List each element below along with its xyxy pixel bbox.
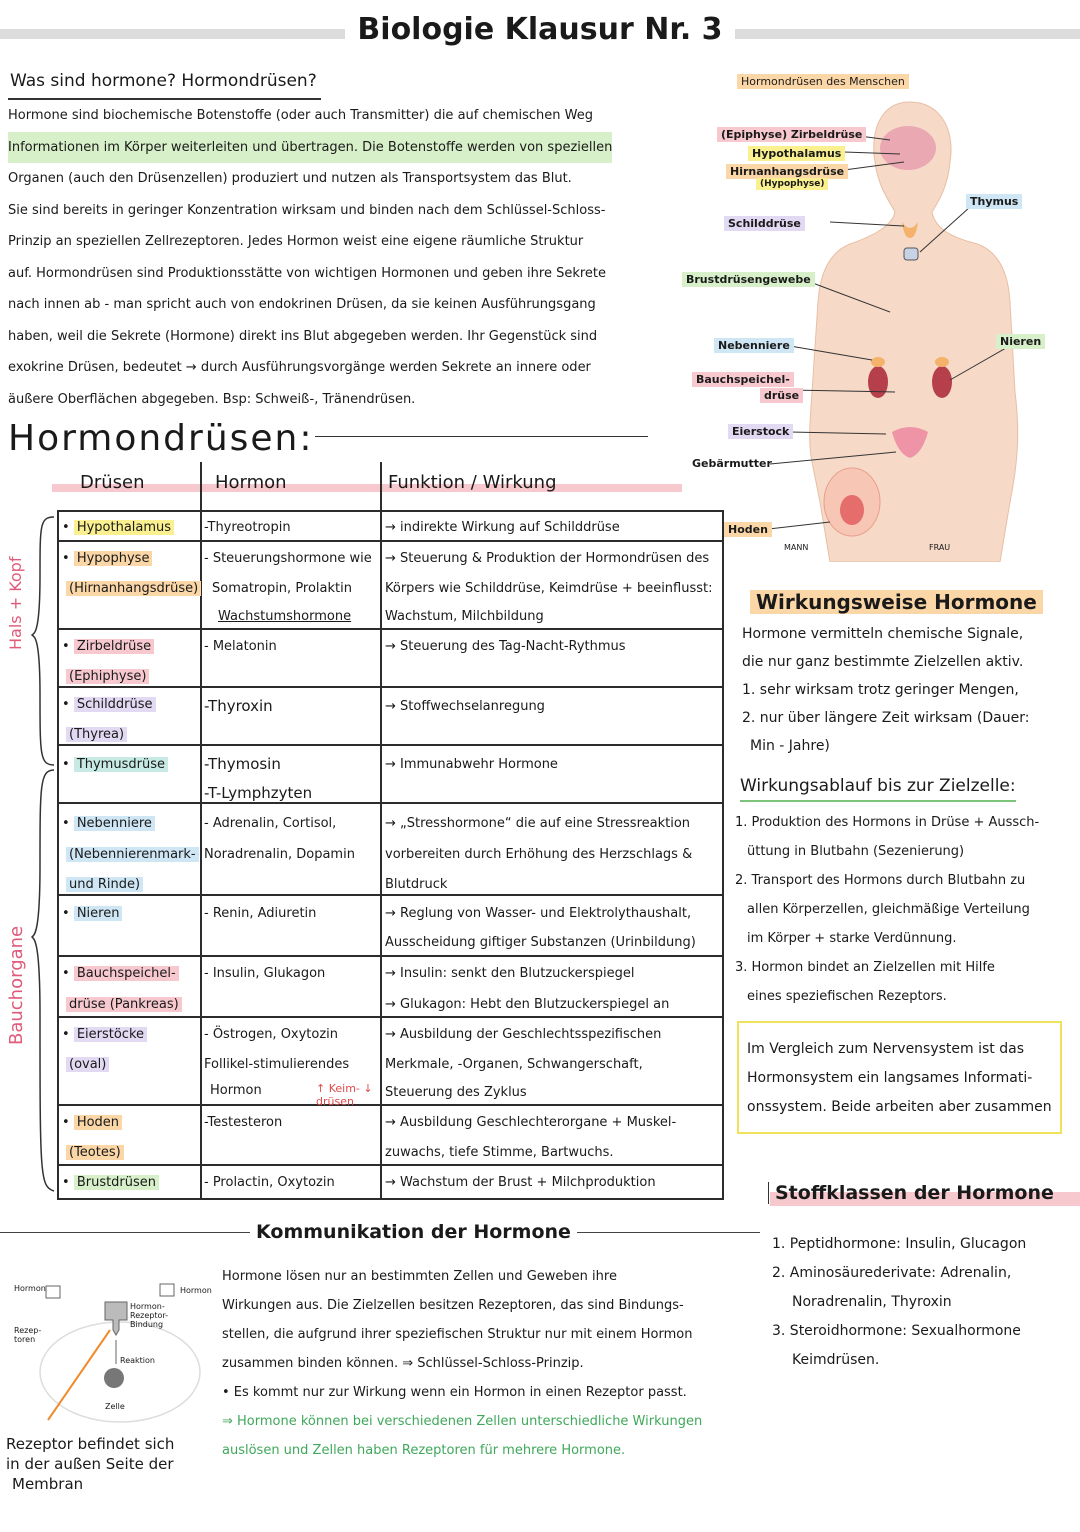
table-cell-druese: • Thymusdrüse bbox=[62, 756, 168, 773]
group-brackets bbox=[30, 515, 60, 1195]
side-label-bauchorgane: Bauchorgane bbox=[6, 925, 27, 1045]
diagram-label-druese: drüse bbox=[760, 388, 803, 403]
stoffklassen-heading: Stoffklassen der Hormone bbox=[768, 1182, 1060, 1204]
table-cell-druese: • Hypothalamus bbox=[62, 519, 174, 536]
diagram-label-schilddruese: Schilddrüse bbox=[724, 216, 805, 231]
wirkungsablauf-text bbox=[735, 808, 1070, 1011]
table-cell-funktion: → Steuerung des Tag-Nacht-Rythmus bbox=[385, 639, 626, 654]
receptor-label-hormon-left: Hormon bbox=[14, 1284, 46, 1293]
table-row-divider bbox=[57, 802, 723, 804]
table-cell-funktion: → Immunabwehr Hormone bbox=[385, 757, 558, 772]
kommunikation-text bbox=[222, 1262, 767, 1465]
table-cell-hormon: -Thyroxin bbox=[204, 697, 273, 715]
table-cell-funktion: zuwachs, tiefe Stimme, Bartwuchs. bbox=[385, 1145, 614, 1160]
intro-text bbox=[8, 100, 648, 415]
receptor-note-line: Membran bbox=[12, 1475, 84, 1493]
intro-line: exokrine Drüsen, bedeutet → durch Ausführungsvorgänge werden Sekrete an innere oder bbox=[8, 360, 591, 375]
kommunikation-line: stellen, die aufgrund ihrer speziefischen Struktur nur mit einem Hormon bbox=[222, 1327, 693, 1342]
hormone-glands-diagram bbox=[680, 62, 1060, 562]
table-cell-funktion: Steuerung des Zyklus bbox=[385, 1085, 527, 1100]
intro-line: Informationen im Körper weiterleiten und übertragen. Die Botenstoffe werden von speziellen bbox=[8, 132, 612, 164]
table-cell-druese: • Hypophyse bbox=[62, 550, 152, 567]
table-header-highlight bbox=[52, 484, 682, 492]
table-row-divider bbox=[57, 1104, 723, 1106]
table-cell-hormon: - Melatonin bbox=[204, 639, 277, 654]
table-cell-druese: • Eierstöcke bbox=[62, 1026, 147, 1043]
wirkungsweise-line: 1. sehr wirksam trotz geringer Mengen, bbox=[742, 682, 1019, 698]
diagram-label-hypothalamus: Hypothalamus bbox=[748, 146, 845, 161]
stoffklassen-line: 3. Steroidhormone: Sexualhormone bbox=[772, 1323, 1021, 1339]
wirkungsweise-heading: Wirkungsweise Hormone bbox=[750, 590, 1043, 614]
receptor-note-line: in der außen Seite der bbox=[6, 1455, 174, 1473]
intro-line: Prinzip an speziellen Zellrezeptoren. Jedes Hormon weist eine eigene räumliche Struktur bbox=[8, 234, 584, 249]
intro-line: Sie sind bereits in geringer Konzentration wirksam und binden nach dem Schlüssel-Schloss- bbox=[8, 202, 606, 218]
table-row-divider bbox=[57, 628, 723, 630]
kommunikation-heading: Kommunikation der Hormone bbox=[250, 1221, 577, 1243]
table-header-druesen: Drüsen bbox=[80, 472, 145, 493]
table-cell-hormon: - Prolactin, Oxytozin bbox=[204, 1175, 335, 1190]
table-header-funktion: Funktion / Wirkung bbox=[388, 472, 557, 493]
table-cell-funktion: vorbereiten durch Erhöhung des Herzschlags & bbox=[385, 847, 693, 862]
table-cell-funktion: → Insulin: senkt den Blutzuckerspiegel bbox=[385, 966, 635, 981]
table-row-divider bbox=[57, 1164, 723, 1166]
table-cell-hormon: Somatropin, Prolaktin bbox=[212, 581, 352, 596]
table-row-divider bbox=[57, 955, 723, 957]
wirkungsablauf-line: allen Körperzellen, gleichmäßige Verteilung bbox=[747, 902, 1030, 917]
table-divider bbox=[722, 510, 724, 1200]
receptor-label-rezeptoren: Rezep-toren bbox=[14, 1326, 42, 1344]
table-cell-funktion: Ausscheidung giftiger Substanzen (Urinbildung) bbox=[385, 935, 696, 950]
table-cell-druese: • Nieren bbox=[62, 905, 122, 922]
diagram-label-bauchspeichel: Bauchspeichel- bbox=[692, 372, 794, 387]
intro-question: Was sind hormone? Hormondrüsen? bbox=[8, 66, 321, 100]
table-divider bbox=[380, 462, 382, 1200]
stoffklassen-line: 2. Aminosäurederivate: Adrenalin, bbox=[772, 1265, 1012, 1281]
page-title: Biologie Klausur Nr. 3 bbox=[345, 12, 735, 47]
table-cell-druese: • Schilddrüse bbox=[62, 696, 156, 713]
table-cell-druese: • Hoden bbox=[62, 1114, 122, 1131]
side-label-hals-kopf: Hals + Kopf bbox=[6, 556, 25, 650]
table-cell-hormon: -Thymosin bbox=[204, 755, 281, 773]
vergleich-line: Im Vergleich zum Nervensystem ist das bbox=[747, 1041, 1024, 1057]
kommunikation-line: • Es kommt nur zur Wirkung wenn ein Hormon in einen Rezeptor passt. bbox=[222, 1385, 687, 1400]
table-cell-druese: (Teotes) bbox=[66, 1144, 124, 1161]
table-cell-hormon: - Steuerungshormone wie bbox=[204, 551, 372, 566]
kommunikation-line: Wirkungen aus. Die Zielzellen besitzen Rezeptoren, das sind Bindungs- bbox=[222, 1298, 684, 1313]
wirkungsablauf-line: 3. Hormon bindet an Zielzellen mit Hilfe bbox=[735, 960, 995, 975]
table-cell-funktion: → Wachstum der Brust + Milchproduktion bbox=[385, 1175, 656, 1190]
intro-line: Organen (auch den Drüsenzellen) produziert und nutzen als Transportsystem das Blut. bbox=[8, 171, 572, 186]
table-cell-funktion: Körpers wie Schilddrüse, Keimdrüse + beeinflusst: bbox=[385, 581, 713, 596]
table-row-divider bbox=[57, 894, 723, 896]
receptor-label-bindung: Hormon-Rezeptor-Bindung bbox=[130, 1302, 169, 1329]
table-cell-funktion: → Reglung von Wasser- und Elektrolythaushalt, bbox=[385, 906, 692, 921]
kommunikation-line: Hormone lösen nur an bestimmten Zellen und Geweben ihre bbox=[222, 1269, 617, 1284]
wirkungsweise-line: Hormone vermitteln chemische Signale, bbox=[742, 626, 1024, 642]
diagram-label-nieren: Nieren bbox=[996, 334, 1045, 349]
wirkungsweise-line: Min - Jahre) bbox=[750, 738, 830, 754]
table-cell-funktion: → indirekte Wirkung auf Schilddrüse bbox=[385, 520, 620, 535]
receptor-note bbox=[6, 1434, 174, 1494]
table-divider bbox=[200, 462, 202, 1200]
kommunikation-line: ⇒ Hormone können bei verschiedenen Zellen unterschiedliche Wirkungen bbox=[222, 1414, 703, 1429]
wirkungsablauf-heading: Wirkungsablauf bis zur Zielzelle: bbox=[740, 772, 1016, 802]
table-cell-funktion: Merkmale, -Organen, Schwangerschaft, bbox=[385, 1057, 643, 1072]
table-cell-hormon: - Östrogen, Oxytozin bbox=[204, 1027, 339, 1042]
receptor-note-line: Rezeptor befindet sich bbox=[6, 1435, 175, 1453]
wirkungsablauf-line: 1. Produktion des Hormons in Drüse + Aussch- bbox=[735, 815, 1040, 830]
table-cell-druese: (oval) bbox=[66, 1056, 109, 1073]
vergleich-line: onssystem. Beide arbeiten aber zusammen bbox=[747, 1099, 1052, 1115]
table-cell-druese: (Thyrea) bbox=[66, 726, 127, 743]
receptor-label-hormon-right: Hormon bbox=[180, 1286, 212, 1295]
intro-line: auf. Hormondrüsen sind Produktionsstätte von wichtigen Hormonen und geben ihre Sekrete bbox=[8, 265, 607, 281]
table-cell-hormon: -Testesteron bbox=[204, 1115, 283, 1130]
table-cell-funktion: → Steuerung & Produktion der Hormondrüsen des bbox=[385, 551, 710, 566]
table-cell-druese: und Rinde) bbox=[66, 876, 143, 893]
table-cell-druese: • Nebenniere bbox=[62, 815, 155, 832]
keimdruesen-note: ↑ Keim- ↓ drüsen bbox=[316, 1082, 373, 1108]
table-cell-hormon: -T-Lymphzyten bbox=[204, 784, 313, 802]
receptor-label-reaktion: Reaktion bbox=[120, 1356, 155, 1365]
wirkungsablauf-line: 2. Transport des Hormons durch Blutbahn zu bbox=[735, 873, 1026, 888]
section-heading-hormondruesen: Hormondrüsen: bbox=[8, 418, 314, 459]
diagram-label-nebenniere: Nebenniere bbox=[714, 338, 794, 353]
kommunikation-line: auslösen und Zellen haben Rezeptoren für mehrere Hormone. bbox=[222, 1443, 626, 1458]
kommunikation-line: zusammen binden können. ⇒ Schlüssel-Schloss-Prinzip. bbox=[222, 1356, 584, 1371]
intro-line: haben, weil die Sekrete (Hormone) direkt ins Blut abgegeben werden. Ihr Gegenstück sind bbox=[8, 328, 598, 344]
table-cell-druese: (Ephiphyse) bbox=[66, 668, 149, 685]
table-cell-funktion: → Ausbildung Geschlechterorgane + Muskel- bbox=[385, 1115, 677, 1130]
table-row-divider bbox=[57, 510, 723, 512]
table-cell-hormon: Wachstumshormone bbox=[218, 609, 352, 624]
vergleich-line: Hormonsystem ein langsames Informati- bbox=[747, 1070, 1033, 1086]
vergleich-box bbox=[737, 1021, 1062, 1134]
intro-line: nach innen ab - man spricht auch von endokrinen Drüsen, da sie keinen Ausführungsgang bbox=[8, 297, 596, 312]
table-cell-funktion: Wachstum, Milchbildung bbox=[385, 609, 544, 624]
stoffklassen-line: Keimdrüsen. bbox=[792, 1352, 880, 1368]
table-cell-funktion: → Glukagon: Hebt den Blutzuckerspiegel an bbox=[385, 997, 670, 1012]
table-header-hormon: Hormon bbox=[215, 472, 287, 493]
diagram-label-eierstock: Eierstock bbox=[728, 424, 793, 439]
receptor-label-zelle: Zelle bbox=[105, 1402, 125, 1411]
stoffklassen-line: Noradrenalin, Thyroxin bbox=[792, 1294, 952, 1310]
table-cell-druese: • Brustdrüsen bbox=[62, 1174, 159, 1191]
diagram-label-frau: FRAU bbox=[929, 543, 951, 552]
diagram-label-zirbeldruese: (Epiphyse) Zirbeldrüse bbox=[717, 127, 866, 142]
table-cell-funktion: Blutdruck bbox=[385, 877, 448, 892]
table-row-divider bbox=[57, 1198, 723, 1200]
heading-rule bbox=[315, 436, 648, 437]
diagram-label-hypophyse: (Hypophyse) bbox=[756, 178, 828, 190]
table-cell-funktion: → Stoffwechselanregung bbox=[385, 699, 545, 714]
table-cell-funktion: → „Stresshormone“ die auf eine Stressreaktion bbox=[385, 816, 691, 831]
table-cell-druese: drüse (Pankreas) bbox=[66, 996, 182, 1013]
table-row-divider bbox=[57, 686, 723, 688]
table-cell-druese: (Hirnanhangsdrüse) bbox=[66, 580, 201, 597]
diagram-label-hirnanhangsdruese: Hirnanhangsdrüse bbox=[726, 164, 848, 179]
wirkungsablauf-line: eines speziefischen Rezeptors. bbox=[747, 989, 947, 1004]
wirkungsablauf-line: üttung in Blutbahn (Sezenierung) bbox=[747, 844, 965, 859]
table-cell-hormon: - Insulin, Glukagon bbox=[204, 966, 326, 981]
diagram-label-brustdruesengewebe: Brustdrüsengewebe bbox=[682, 272, 815, 287]
table-cell-hormon: Hormon bbox=[210, 1083, 262, 1098]
table-cell-hormon: -Thyreotropin bbox=[204, 520, 291, 535]
table-row-divider bbox=[57, 540, 723, 542]
intro-line: äußere Oberflächen abgegeben. Bsp: Schweiß-, Tränendrüsen. bbox=[8, 391, 416, 407]
diagram-label-mann: MANN bbox=[784, 543, 809, 552]
intro-line: Hormone sind biochemische Botenstoffe (oder auch Transmitter) die auf chemischen Weg bbox=[8, 108, 594, 123]
table-cell-hormon: Follikel-stimulierendes bbox=[204, 1057, 350, 1072]
diagram-label-hoden: Hoden bbox=[724, 522, 772, 537]
table-cell-funktion: → Ausbildung der Geschlechtsspezifischen bbox=[385, 1027, 662, 1042]
table-cell-hormon: - Renin, Adiuretin bbox=[204, 906, 317, 921]
table-cell-druese: • Zirbeldrüse bbox=[62, 638, 154, 655]
wirkungsweise-line: 2. nur über längere Zeit wirksam (Dauer: bbox=[742, 710, 1030, 726]
wirkungsablauf-line: im Körper + starke Verdünnung. bbox=[747, 931, 957, 946]
diagram-title: Hormondrüsen des Menschen bbox=[737, 74, 909, 89]
table-cell-hormon: - Adrenalin, Cortisol, bbox=[204, 816, 337, 831]
table-cell-druese: • Bauchspeichel- bbox=[62, 965, 179, 982]
diagram-label-thymus: Thymus bbox=[966, 194, 1022, 209]
diagram-label-gebaermutter: Gebärmutter bbox=[692, 457, 772, 470]
wirkungsweise-text bbox=[742, 620, 1072, 760]
wirkungsweise-line: die nur ganz bestimmte Zielzellen aktiv. bbox=[742, 654, 1024, 670]
table-row-divider bbox=[57, 744, 723, 746]
stoffklassen-line: 1. Peptidhormone: Insulin, Glucagon bbox=[772, 1236, 1027, 1252]
stoffklassen-text bbox=[772, 1230, 1072, 1375]
table-cell-hormon: Noradrenalin, Dopamin bbox=[204, 847, 355, 862]
table-cell-druese: (Nebennierenmark- bbox=[66, 846, 199, 863]
table-row-divider bbox=[57, 1016, 723, 1018]
